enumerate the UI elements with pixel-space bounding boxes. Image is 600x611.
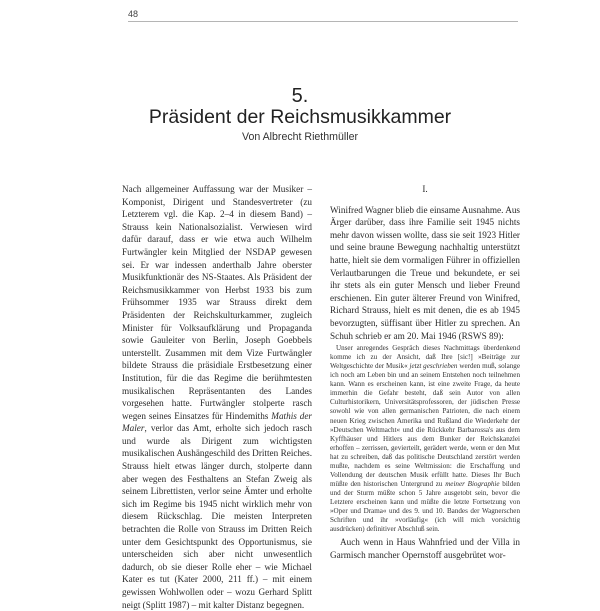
chapter-number: 5. <box>291 85 309 107</box>
chapter-title: Präsident der Reichsmusikkammer <box>148 106 452 128</box>
left-column <box>122 183 312 611</box>
chapter-author: Von Albrecht Riethmüller <box>241 131 358 143</box>
body-paragraph <box>122 183 312 611</box>
quote-text: werden muß, solange ich noch am Leben bin und an seinem Entstehen noch teilnehmen kann. Wann es erscheinen kann, ist eine zweite Frage, da heute immerhin die Gefahr besteht, daß sein Autor von allen Culturhistorikern, Universitätsprofessoren, der jüdischen Presse sowohl wie von allen germanischen Patrioten, die nach einem neuen Krieg zwischen Amerika und Rußland die Wiederkehr der »Deutschen Weltmacht« und die Rückkehr Barbarossa's aus dem Kyffhäuser und Hitlers aus dem Bunker der Reichskanzlei erhoffen – zerrissen, gevierteilt, gerädert werde, wenn er den Mut hat zu schreiben, daß das politische Deutschland zerstört werden mußte, nachdem es seine Weltmission: die Erschaffung und Vollendung der deutschen Musik erfüllt hatte. Dieses Ihr Buch müßte den historischen Untergrund zu <box>330 362 520 488</box>
block-quote <box>330 344 520 534</box>
body-paragraph: Auch wenn in Haus Wahnfried und der Villa in Garmisch mancher Opernstoff ausgebrütet wor- <box>330 537 520 560</box>
paragraph-text: Nach allgemeiner Auffassung war der Musiker – Komponist, Dirigent und Standesvertreter (zu Letzterem vgl. die Kap. 2–4 in diesem Band) – Strauss kein Nationalsozialist. Verwiesen wird dafür darauf, dass er wie etwa auch Wilhelm Furtwängler kein Mitglied der NSDAP gewesen sei. Er war indessen anderthalb Jahre oberster Musikfunktionär des NS-Staates. Als Präsident der Reichsmusikkammer von Herbst 1933 bis zum Frühsommer 1935 war Strauss direkt dem Präsidenten der Reichskulturkammer, zugleich Minister für Volksaufklärung und Propaganda sowie Gauleiter von Berlin, Joseph Goebbels unterstellt. Zusammen mit dem Vize Furtwängler bildete Strauss die präsidiale Erstbesetzung einer Institution, für die das Regime die berühmtesten musikalischen Repräsentanten des Landes vorgesehen hatte. Furtwängler stolperte rasch wegen seines Einsatzes für Hindemiths <box>122 184 312 421</box>
header-rule <box>128 21 518 22</box>
paragraph-text-end: , verlor das Amt, erholte sich jedoch rasch und wurde als Dirigent zum wichtigsten musikalischen Aushängeschild des Dritten Reiches. Strauss hielt etwas länger durch, stolperte dann aber wegen des Festhaltens an Stefan Zweig als seinem Librettisten, verlor seine Ämter und erholte sich im Regime bis 1945 nicht wirklich mehr von diesem Rückschlag. Die meisten Interpreten betrachten die Rolle von Strauss im Dritten Reich unter dem Gesichtspunkt des Opportunismus, sie unterscheiden sich aber nicht unwesentlich dadurch, ob sie dieser Rolle eher – wie Michael Kater es tut (Kater 2000, 211 ff.) – mit einem gewissen Wohlwollen oder – wozu Gerhard Splitt neigt (Splitt 1987) – mit kalter Distanz begegnen. <box>122 423 312 610</box>
section-number: I. <box>422 184 428 194</box>
body-paragraph: Winifred Wagner blieb die einsame Ausnahme. Aus Ärger darüber, dass ihre Familie seit 1945 nichts mehr davon wissen wollte, dass sie seit 1923 Hitler und seine braune Bewegung nachhaltig unterstützt hatte, hielt sie dem vormaligen Führer in offiziellen Verlautbarungen die Treue und bekundete, er sei ihr stets als ein guter Mensch und lieber Freund erschienen. Ein guter älterer Freund von Winifred, Richard Strauss, hielt es mit denen, die es ab 1945 bevorzugten, süffisant über Hitler zu sprechen. An Schuh schrieb er am 20. Mai 1946 (RSWS 89): <box>330 204 520 341</box>
quote-emphasis: jetzt geschrieben <box>409 362 458 371</box>
right-column <box>330 183 520 561</box>
work-title: Mathis der Maler <box>122 410 312 434</box>
quote-emphasis: meiner Biographie <box>445 479 500 488</box>
page-number: 48 <box>128 9 139 19</box>
quote-text: Unser anregendes Gespräch dieses Nachmittags überdenkend komme ich zu der Ansicht, daß Ihre [sic!] »Beiträge zur Weltgeschichte der Musik« <box>330 344 520 371</box>
quote-text: bilden und der Sturm müßte schon 5 Jahre ausgetobt sein, bevor die Letztere erscheinen kann und müßte die letzte Fortsetzung von »Oper und Drama« und des 9. und 10. Bandes der Wagnerschen Schriften und ihr »vorläufig« (ich will mich vorsichtig ausdrücken) definitiver Abschluß sein. <box>330 479 521 534</box>
